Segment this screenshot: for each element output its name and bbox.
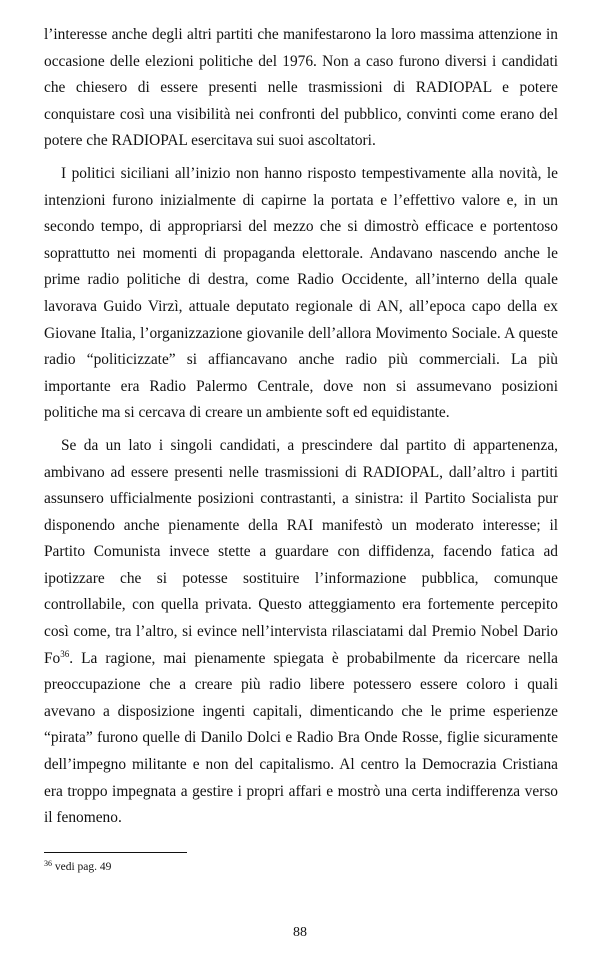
footnote-number: 36	[44, 859, 52, 868]
page-number: 88	[293, 925, 307, 940]
footnote	[44, 860, 111, 874]
paragraph-3-text-after-note: . La ragione, mai pienamente spiegata è probabilmente da ricercare nella preoccupazione che a creare più radio libere potessero essere coloro i quali avevano a disposizione ingenti capitali, dimenticando che le prime esperienze “pirata” furono quelle di Danilo Dolci e Radio Bra Onde Rosse, figlie sicuramente dell’impegno militante e non del capitalismo. Al centro la Democrazia Cristiana era troppo impegnata a gestire i propri affari e mostrò una certa indifferenza verso il fenomeno.	[44, 649, 558, 827]
body-text	[44, 22, 558, 838]
paragraph-3	[44, 433, 558, 832]
paragraph-3-text-before-note: Se da un lato i singoli candidati, a prescindere dal partito di appartenenza, ambivano ad essere presenti nelle trasmissioni di RADIOPAL, dall’altro i partiti assunsero ufficialmente posizioni contrastanti, a sinistra: il Partito Socialista pur disponendo anche pienamente della RAI manifestò un moderato interesse; il Partito Comunista invece stette a guardare con diffidenza, facendo fatica ad ipotizzare che si potesse sostituire l’informazione pubblica, comunque controllabile, con quella privata. Questo atteggiamento era fortemente percepito così come, tra l’altro, si evince nell’intervista rilasciatami dal Premio Nobel Dario Fo	[44, 436, 558, 667]
paragraph-2: I politici siciliani all’inizio non hanno risposto tempestivamente alla novità, le intenzioni furono inizialmente di capirne la portata e l’effettivo valore e, in un secondo tempo, di appropriarsi del mezzo che si dimostrò efficace e portentoso soprattutto nei momenti di propaganda elettorale. Andavano nascendo anche le prime radio politiche di destra, come Radio Occidente, all’interno della quale lavorava Guido Virzì, attuale deputato regionale di AN, all’epoca capo della ex Giovane Italia, l’organizzazione giovanile dell’allora Movimento Sociale. A queste radio “politicizzate” si affiancavano anche radio più commerciali. La più importante era Radio Palermo Centrale, dove non si assumevano posizioni politiche ma si cercava di creare un ambiente soft ed equidistante.	[44, 164, 558, 422]
paragraph-1: l’interesse anche degli altri partiti che manifestarono la loro massima attenzione in occasione delle elezioni politiche del 1976. Non a caso furono diversi i candidati che chiesero di essere presenti nelle trasmissioni di RADIOPAL e potere conquistare così una visibilità nei confronti del pubblico, convinti come erano del potere che RADIOPAL esercitava sui suoi ascoltatori.	[44, 26, 558, 150]
footnote-reference[interactable]: 36	[60, 648, 70, 659]
footnote-separator	[44, 852, 187, 853]
footnote-text: vedi pag. 49	[52, 861, 112, 873]
